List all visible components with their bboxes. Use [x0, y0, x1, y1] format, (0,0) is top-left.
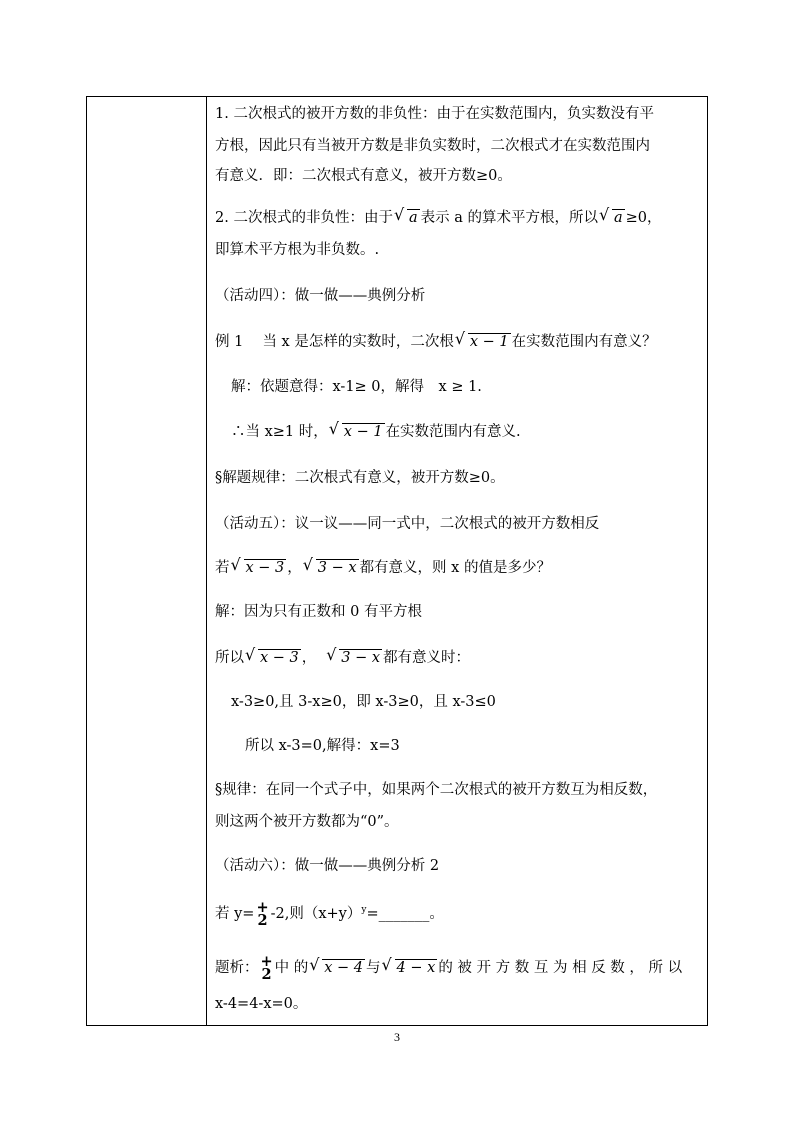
inequality-line: x-3≥0,且 3-x≥0，即 x-3≥0，且 x-3≤0 [231, 694, 496, 710]
sqrt-expression: √ a [598, 205, 623, 226]
sqrt-expression: √ x − 3 [245, 645, 299, 666]
question3 [215, 901, 444, 927]
page-number: 3 [394, 1030, 400, 1044]
sqrt-expression: √ 4 − x [381, 955, 436, 976]
text: 都有意义时： [383, 650, 471, 666]
text: 的 被 开 方 数 互 为 相 反 数 ， 所 以 [438, 960, 683, 976]
text: 都有意义，则 x 的值是多少？ [359, 560, 551, 576]
text: 中 的 [274, 960, 309, 976]
sqrt-expression: √ a [393, 205, 418, 226]
para1-line2: 方根，因此只有当被开方数是非负实数时，二次根式才在实数范围内 [215, 138, 650, 154]
text: -2,则（x+y） [270, 906, 362, 922]
text: 表示 a 的算术平方根，所以 [420, 210, 598, 226]
column-divider [206, 97, 207, 1025]
text: 若 y= [215, 906, 255, 922]
sqrt-expression: √ x − 3 [230, 555, 285, 576]
example1-question [215, 329, 657, 351]
para1-line3: 有意义．即：二次根式有意义，被开方数≥0。 [215, 168, 512, 184]
solution2: 解：因为只有正数和 0 有平方根 [215, 604, 422, 620]
text: 与 [366, 960, 381, 976]
analysis-line2: x-4=4-x=0。 [215, 996, 308, 1012]
text: ≥0， [625, 210, 662, 226]
sqrt-expression: √ x − 1 [328, 419, 383, 440]
answer-blank: _______ [378, 906, 430, 922]
example1-conclusion [231, 419, 521, 441]
sqrt-expression: √ 3 − x [326, 645, 381, 666]
text: 。 [429, 906, 444, 922]
solution2-so [215, 645, 471, 667]
sqrt-expression: √ x − 4 [309, 955, 364, 976]
question2 [215, 555, 551, 577]
activity6-heading: （活动六）：做一做——典例分析 2 [215, 858, 440, 874]
rule2-line1: §规律：在同一个式子中，如果两个二次根式的被开方数互为相反数， [215, 782, 658, 798]
sqrt-expression: √ 3 − x [302, 555, 357, 576]
text: 所以 [215, 650, 244, 666]
para1-line1: 1. 二次根式的被开方数的非负性：由于在实数范围内，负实数没有平 [215, 106, 654, 122]
result-line: 所以 x-3=0,解得：x=3 [245, 738, 400, 754]
superscript: y [361, 905, 367, 916]
fraction: + 2 [260, 953, 273, 983]
text: 2. 二次根式的非负性：由于 [215, 210, 393, 226]
text: 若 [215, 560, 230, 576]
content-table [86, 96, 708, 1026]
text: 在实数范围内有意义. [385, 424, 521, 440]
rule1: §解题规律：二次根式有意义，被开方数≥0。 [215, 470, 505, 486]
activity5-heading: （活动五）：议一议——同一式中，二次根式的被开方数相反 [215, 516, 600, 532]
fraction: + 2 [256, 899, 269, 929]
activity4-heading: （活动四）：做一做——典例分析 [215, 288, 426, 304]
para2-line1 [215, 205, 662, 227]
text: ∴当 x≥1 时， [231, 424, 328, 440]
text: 例 1 当 x 是怎样的实数时，二次根 [215, 334, 454, 350]
text: 在实数范围内有意义？ [511, 334, 657, 350]
text: 题析： [215, 960, 259, 976]
analysis-line1 [215, 955, 682, 981]
example1-solution: 解：依题意得：x-1≥ 0，解得 x ≥ 1. [231, 379, 482, 395]
text: ， [287, 560, 302, 576]
text: ， [301, 650, 317, 666]
sqrt-expression: √ x − 1 [454, 329, 509, 350]
rule2-line2: 则这两个被开方数都为“0”。 [215, 814, 399, 830]
para2-line2: 即算术平方根为非负数。. [215, 242, 380, 258]
text: = [366, 906, 379, 922]
